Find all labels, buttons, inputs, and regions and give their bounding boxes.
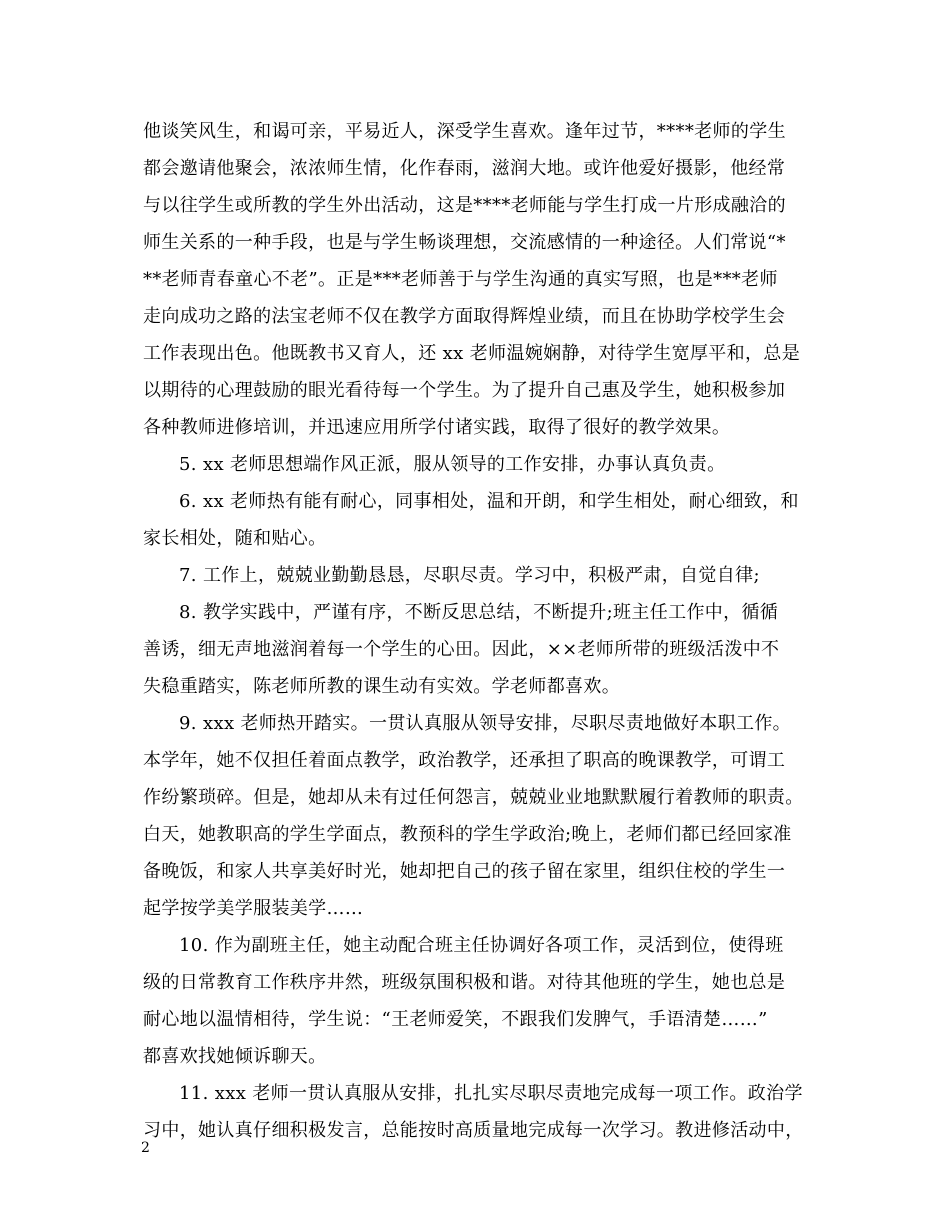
list-item-10: 10. 作为副班主任，她主动配合班主任协调好各项工作，灵活到位，使得班 <box>179 935 784 956</box>
body-text-line: 与以往学生或所教的学生外出活动，这是****老师能与学生打成一片形成融洽的 <box>143 195 786 216</box>
body-text-line: 耐心地以温情相待，学生说：“王老师爱笑，不跟我们发脾气，手语清楚……” <box>143 1009 768 1030</box>
list-item-8: 8. 教学实践中，严谨有序，不断反思总结，不断提升;班主任工作中，循循 <box>179 602 779 623</box>
page-number: 2 <box>141 1140 150 1156</box>
body-text-line: 师生关系的一种手段，也是与学生畅谈理想，交流感情的一种途径。人们常说“* <box>143 232 786 253</box>
body-text-line: 备晚饭，和家人共享美好时光，她却把自己的孩子留在家里，组织住校的学生一 <box>143 861 786 882</box>
body-text-line: 他谈笑风生，和谒可亲，平易近人，深受学生喜欢。逢年过节，****老师的学生 <box>143 121 786 142</box>
body-text-line: 走向成功之路的法宝老师不仅在教学方面取得辉煌业绩，而且在协助学校学生会 <box>143 306 786 327</box>
body-text-line: 以期待的心理鼓励的眼光看待每一个学生。为了提升自己惠及学生，她积极参加 <box>143 380 786 401</box>
list-item-6: 6. xx 老师热有能有耐心，同事相处，温和开朗，和学生相处，耐心细致，和 <box>179 491 799 512</box>
list-item-5: 5. xx 老师思想端作风正派，服从领导的工作安排，办事认真负责。 <box>179 454 726 475</box>
body-text-line: 都喜欢找她倾诉聊天。 <box>143 1046 327 1067</box>
list-item-7: 7. 工作上，兢兢业勤勤恳恳，尽职尽责。学习中，积极严肃，自觉自律; <box>179 565 760 586</box>
list-item-11: 11. xxx 老师一贯认真服从安排，扎扎实尽职尽责地完成每一项工作。政治学 <box>179 1083 803 1104</box>
body-text-line: 家长相处，随和贴心。 <box>143 528 327 549</box>
body-text-line: 习中，她认真仔细积极发言，总能按时高质量地完成每一次学习。教进修活动中， <box>143 1120 804 1141</box>
body-text-line: **老师青春童心不老”。正是***老师善于与学生沟通的真实写照，也是***老师 <box>143 269 778 290</box>
body-text-line: 起学按学美学服装美学…… <box>143 898 364 919</box>
body-text-line: 本学年，她不仅担任着面点教学，政治教学，还承担了职高的晚课教学，可谓工 <box>143 750 786 771</box>
body-text-line: 级的日常教育工作秩序井然，班级氛围积极和谐。对待其他班的学生，她也总是 <box>143 972 786 993</box>
body-text-line: 失稳重踏实，陈老师所教的课生动有实效。学老师都喜欢。 <box>143 676 621 697</box>
list-item-9: 9. xxx 老师热开踏实。一贯认真服从领导安排，尽职尽责地做好本职工作。 <box>179 713 792 734</box>
body-text-line: 白天，她教职高的学生学面点，教预科的学生学政治;晚上，老师们都已经回家准 <box>143 824 792 845</box>
body-text-line: 工作表现出色。他既教书又育人，还 xx 老师温婉娴静，对待学生宽厚平和，总是 <box>143 343 801 364</box>
body-text-line: 都会邀请他聚会，浓浓师生情，化作春雨，滋润大地。或许他爱好摄影，他经常 <box>143 158 786 179</box>
body-text-line: 各种教师进修培训，并迅速应用所学付诸实践，取得了很好的教学效果。 <box>143 417 731 438</box>
body-text-line: 善诱，细无声地滋润着每一个学生的心田。因此，××老师所带的班级活泼中不 <box>143 639 780 660</box>
body-text-line: 作纷繁琐碎。但是，她却从未有过任何怨言，兢兢业业地默默履行着教师的职责。 <box>143 787 804 808</box>
